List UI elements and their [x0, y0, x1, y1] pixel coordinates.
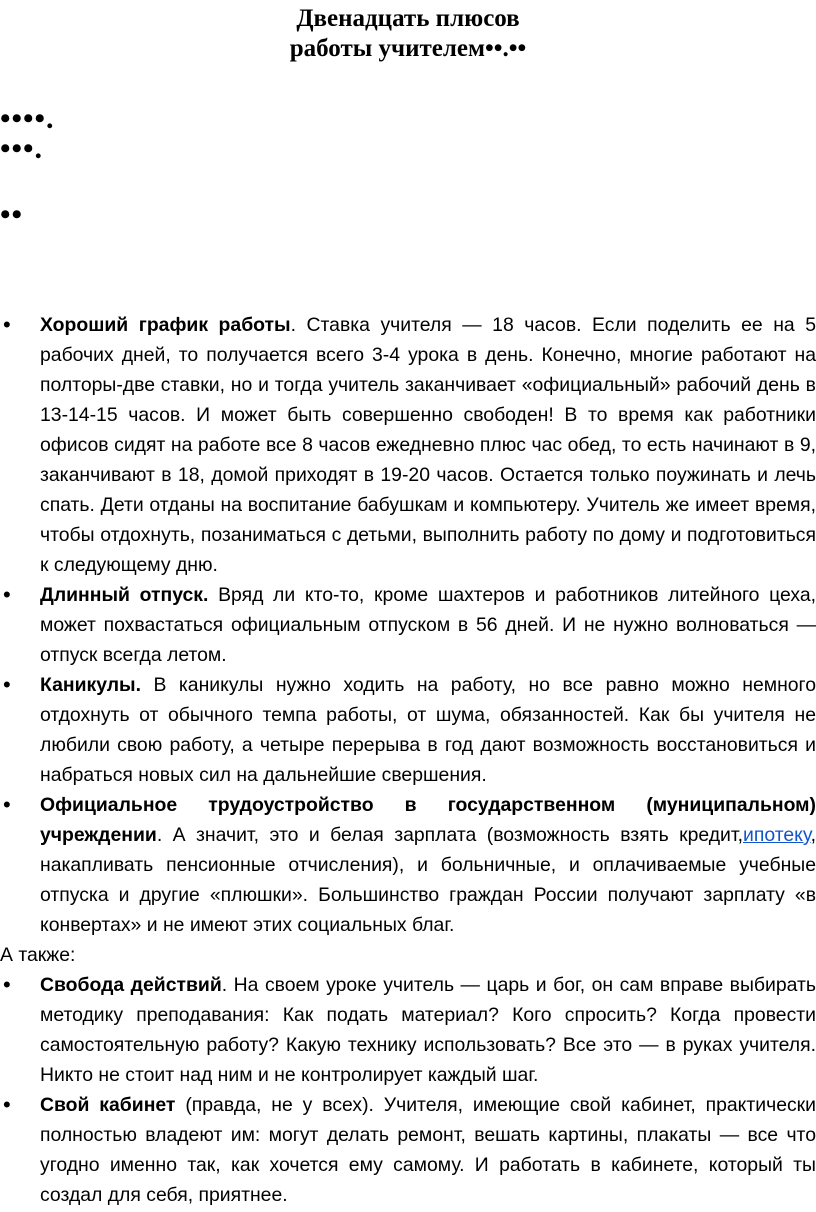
decorative-dots-1: ••••. — [0, 102, 55, 135]
plus-list-1 — [0, 310, 816, 940]
bullet-icon: • — [3, 582, 11, 607]
item-title: Каникулы. — [40, 674, 141, 696]
item-text: Вряд ли кто-то, кроме шахтеров и работников литейного цеха, может похвастаться официальным отпуском в 56 дней. И не нужно волноваться — отпуск всегда летом. — [40, 584, 816, 666]
item-title: Свобода действий — [40, 974, 222, 996]
list-item — [0, 790, 816, 940]
decorative-dots-3: •• — [0, 198, 24, 231]
item-title: Официальное трудоустройство в государственном (муниципальном) учреждении — [40, 794, 816, 846]
list-item — [0, 580, 816, 670]
list-item — [0, 1090, 816, 1210]
item-text-after: , накапливать пенсионные отчисления), и больничные, и оплачиваемые учебные отпуска и другие «плюшки». Большинство граждан России получают зарплату «в конвертах» и не имеют этих социальных благ. — [40, 824, 816, 936]
list-item — [0, 670, 816, 790]
item-title: Длинный отпуск. — [40, 584, 209, 606]
item-text: . На своем уроке учитель — царь и бог, он сам вправе выбирать методику преподавания: Как подать материал? Кого спросить? Когда провести самостоятельную работу? Какую технику использовать? Все это — в руках учителя. Никто не стоит над ним и не контролирует каждый шаг. — [40, 974, 816, 1086]
bullet-icon: • — [3, 792, 11, 817]
plus-list-2 — [0, 970, 816, 1210]
also-label: А также: — [0, 944, 76, 966]
mortgage-link[interactable]: ипотеку — [743, 824, 811, 846]
title-decor: ••.•• — [485, 35, 527, 62]
bullet-icon: • — [3, 672, 11, 697]
item-text: . Ставка учителя — 18 часов. Если поделить ее на 5 рабочих дней, то получается всего 3-4 урока в день. Конечно, многие работают на полторы-две ставки, но и тогда учитель заканчивает «официальный» рабочий день в 13-14-15 часов. И может быть совершенно свободен! В то время как работники офисов сидят на работе все 8 часов ежедневно плюс час обед, то есть начинают в 9, заканчивают в 18, домой приходят в 19-20 часов. Остается только поужинать и лечь спать. Дети отданы на воспитание бабушкам и компьютеру. Учитель же имеет время, чтобы отдохнуть, позаниматься с детьми, выполнить работу по дому и подготовиться к следующему дню. — [40, 314, 816, 576]
document-body — [0, 310, 816, 1210]
bullet-icon: • — [3, 972, 11, 997]
item-text-before: . А значит, это и белая зарплата (возможность взять кредит, — [156, 824, 744, 846]
item-title: Хороший график работы — [40, 314, 291, 336]
title-line-1: Двенадцать плюсов — [296, 5, 520, 32]
bullet-icon: • — [3, 312, 11, 337]
list-item — [0, 310, 816, 580]
title-line-2 — [0, 34, 816, 64]
list-item — [0, 970, 816, 1090]
item-text: В каникулы нужно ходить на работу, но все равно можно немного отдохнуть от обычного темпа работы, от шума, обязанностей. Как бы учителя не любили свою работу, а четыре перерыва в год дают возможность восстановиться и набраться новых сил на дальнейшие свершения. — [40, 674, 816, 786]
title-line-2-text: работы учителем — [289, 35, 486, 62]
page-title — [0, 4, 816, 64]
item-text: (правда, не у всех). Учителя, имеющие свой кабинет, практически полностью владеют им: могут делать ремонт, вешать картины, плакаты — все что угодно именно так, как хочется ему самому. И работать в кабинете, который ты создал для себя, приятнее. — [40, 1094, 816, 1206]
bullet-icon: • — [3, 1092, 11, 1117]
decorative-dots-2: •••. — [0, 132, 44, 165]
item-title: Свой кабинет — [40, 1094, 176, 1116]
